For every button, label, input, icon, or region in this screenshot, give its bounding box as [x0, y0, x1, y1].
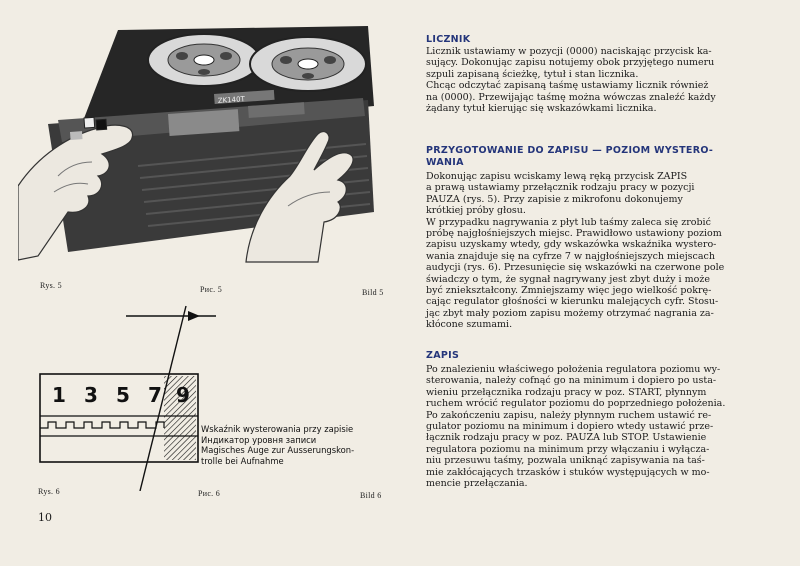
- text-line: kłócone szumami.: [426, 319, 513, 331]
- heading-zapis: ZAPIS: [426, 350, 460, 361]
- meter-digit-3: 3: [84, 383, 98, 407]
- text-line: gulator poziomu na minimum i dopiero wtedy ustawić prze-: [426, 421, 714, 433]
- text-line: sterowania, należy cofnąć go na minimum i dopiero po usta-: [426, 375, 717, 387]
- text-line: szpuli zapisaną ścieżkę, tytuł i stan licznika.: [426, 68, 639, 80]
- meter-digit-1: 1: [52, 383, 66, 407]
- text-line: krótkiej próby głosu.: [426, 205, 526, 217]
- text-line: żądany tytuł kierując się wskazówkami licznika.: [426, 103, 657, 115]
- text-line: a prawą ustawiamy przełącznik rodzaju pracy w pozycji: [426, 182, 695, 194]
- paragraph-licznik: [426, 46, 716, 114]
- text-line: mencie przełączania.: [426, 478, 528, 490]
- text-line: cając regulator głośności w kierunku malejących cyfr. Stosu-: [426, 296, 719, 308]
- meter-legend-de-1: Magisches Auge zur Ausserungskon-: [201, 445, 355, 455]
- left-reel: [148, 34, 260, 86]
- text-line: ruchem wrócić regulator poziomu do poprzedniego położenia.: [426, 398, 726, 410]
- text-line: łącznik rodzaju pracy w poz. PAUZA lub STOP. Ustawienie: [426, 432, 707, 444]
- text-line: świadczy o tym, że sygnał nagrywany jest zbyt duży i może: [426, 273, 710, 285]
- text-line: na (0000). Przewijając taśmę można wówczas znaleźć każdy: [426, 91, 716, 103]
- text-line: W przypadku nagrywania z płyt lub taśmy zaleca się zrobić: [426, 216, 711, 228]
- paragraph-zapis: [426, 364, 725, 489]
- text-line: PAUZA (rys. 5). Przy zapisie z mikrofonu dokonujemy: [426, 193, 683, 205]
- heading-line: PRZYGOTOWANIE DO ZAPISU — POZIOM WYSTERO-: [426, 145, 714, 156]
- meter-legend-de-2: trolle bei Aufnahme: [201, 455, 284, 466]
- figure5-caption-pl: Rys. 5: [40, 281, 62, 290]
- text-line: jąc zbyt mały poziom zapisu możemy otrzymać nagrania za-: [426, 307, 714, 319]
- text-line: Po znalezieniu właściwego położenia regulatora poziomu wy-: [426, 364, 721, 375]
- tape-recorder-photo: [18, 16, 380, 278]
- figure5-caption-ru: Рис. 5: [200, 285, 223, 294]
- text-line: niu przesuwu taśmy, pozwala uniknąć zapisywania na taś-: [426, 455, 705, 467]
- text-line: wieniu przełącznika rodzaju pracy w poz. START, płynnym: [426, 386, 707, 398]
- text-line: Dokonując zapisu wciskamy lewą ręką przycisk ZAPIS: [426, 171, 688, 182]
- right-reel: [250, 37, 366, 91]
- text-line: regulatora poziomu na minimum przy włączaniu i wyłącza-: [426, 443, 710, 455]
- heading-licznik: LICZNIK: [426, 34, 471, 45]
- heading-line: WANIA: [426, 157, 464, 168]
- text-line: wania znajduje się na cyfrze 7 w najgłośniejszych miejscach: [426, 250, 715, 262]
- brand-label: ZK140T: [217, 95, 246, 105]
- text-line: próbę najgłośniejszych miejsc. Prawidłowo ustawiony poziom: [426, 228, 722, 240]
- heading-przygotowanie: [426, 145, 786, 169]
- meter-legend-ru: Индикатор уровня записи: [201, 434, 317, 445]
- text-line: być zniekształcony. Zmniejszamy więc jego wielkość pokrę-: [426, 285, 712, 297]
- text-line: mie zakłócających trzasków i stuków występujących w mo-: [426, 466, 710, 478]
- meter-digit-7: 7: [148, 383, 162, 407]
- figure6-caption-pl: Rys. 6: [38, 487, 60, 496]
- text-line: audycji (rys. 6). Przesunięcie się wskazówki na czerwone pole: [426, 262, 725, 274]
- text-line: Chcąc odczytać zapisaną taśmę ustawiamy licznik również: [426, 80, 709, 92]
- figure6-caption-ru: Рис. 6: [198, 489, 221, 498]
- paragraph-przygotowanie: [426, 171, 724, 331]
- page-number: 10: [38, 511, 52, 524]
- text-line: zapisu uzyskamy wtedy, gdy wskazówka wskaźnika wysterο-: [426, 239, 717, 251]
- figure6-caption-de: Bild 6: [360, 491, 382, 500]
- text-line: Licznik ustawiamy w pozycji (0000) naciskając przycisk ka-: [426, 46, 712, 57]
- meter-digit-5: 5: [116, 383, 130, 407]
- text-line: sujący. Dokonując zapisu notujemy obok przyjętego numeru: [426, 57, 715, 69]
- meter-legend: [201, 424, 354, 466]
- meter-digit-9: 9: [176, 383, 190, 407]
- text-line: Po zakończeniu zapisu, należy płynnym ruchem ustawić re-: [426, 409, 712, 421]
- meter-legend-pl: Wskaźnik wysterowania przy zapisie: [201, 424, 354, 434]
- figure5-caption-de: Bild 5: [362, 288, 384, 297]
